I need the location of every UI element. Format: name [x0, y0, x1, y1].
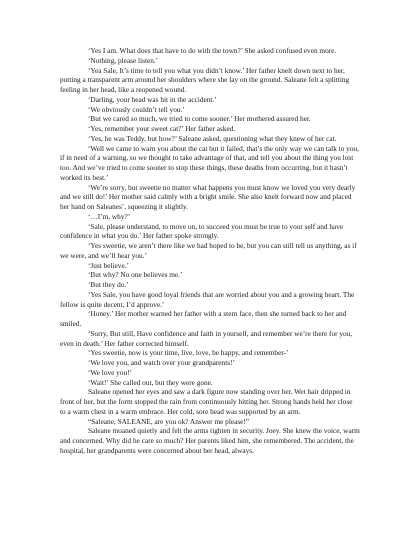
paragraph: ‘Wait!’ She called out, but they were gone. — [88, 377, 213, 387]
paragraph: ‘Yea Sale, It’s time to tell you what you didn’t know.’ Her father knelt down next to her, putting a transparent arm around her shoulders where she lay on the ground. Saleane felt a splitting feeling in her head, like a reopened wound. — [60, 65, 350, 94]
paragraph: ‘Well we came to warn you about the cat but it failed, that’s the only way we can talk to you, if in need of a warning, so we thought to take advantage of that, and tell you about the thing you lost too. And we’ve tried to come sooner to stop these things, these deaths from occurring, but it hasn’t worked its best.’ — [60, 143, 359, 182]
paragraph: ‘But they do.’ — [88, 280, 129, 289]
paragraph: Saleane moaned quietly and felt the arms tighten in security. Joey. She knew the voice, warm and concerned. Why did he care so much? Her parents liked him, she remembered. The accident, the hospital, her grandparents were concerned about her head, always. — [60, 426, 360, 455]
paragraph: ‘Nothing, please listen.’ — [88, 55, 159, 65]
paragraph: ‘Yes sweetie, now is your time, live, love, be happy, and remember-’ — [88, 348, 289, 358]
paragraph: ‘Yes sweetie, we aren’t there like we had hoped to be, but you can still tell us anything, as if we were, and we’ll hear you.’ — [60, 241, 357, 260]
paragraph: ‘We obviously couldn’t tell you.’ — [88, 104, 185, 114]
paragraph: ‘…I’m, why?’ — [88, 211, 131, 221]
paragraph: ‘Yes I am. What does that have to do with the town?’ She asked confused even more. — [88, 46, 337, 55]
paragraph: ‘Sorry, But still, Have confidence and faith in yourself, and remember we’re there for you, even in death.’ Her father corrected himself. — [60, 328, 353, 348]
paragraph: ‘But why? No one believes me.’ — [88, 270, 183, 280]
paragraph: ‘Yes, remember your sweet cat?’ Her father asked. — [88, 124, 236, 133]
paragraph: Saleane opened her eyes and saw a dark figure now standing over her. Wet hair dripped in front of her, but the form stopped the rain from continuously hitting her. Strong hands held her close to a warm chest in a warm embrace. Her cold, sore head was supported by an arm. — [60, 387, 353, 416]
body-text — [60, 46, 360, 456]
paragraph: ‘Yes, he was Teddy, but how?’ Saleane asked, questioning what they knew of her cat. — [88, 133, 337, 143]
paragraph: ‘Darling, your head was hit in the accident.’ — [88, 94, 217, 104]
paragraph: ‘Sale, please understand, to move on, to succeed you must be true to your self and have confidence in what you do.’ Her father spoke strongly. — [60, 221, 344, 241]
paragraph: ‘We love you!’ — [88, 367, 132, 377]
paragraph: “Saleane, SALEANE, are you ok? Answer me please!” — [88, 416, 250, 426]
paragraph: ‘We love you, and watch over your grandparents!’ — [88, 358, 235, 367]
paragraph: ‘Just believe.’ — [88, 260, 129, 270]
paragraph: ‘Yes Sale, you have good loyal friends that are worried about you and a growing heart. The fellow is quite decent, I’d approve.’ — [60, 289, 355, 309]
paragraph: ‘Honey.’ Her mother warned her father with a stern face, then she turned back to her and smiled. — [60, 309, 347, 328]
paragraph: ‘But we cared so much, we tried to come sooner.’ Her mothered assured her. — [88, 114, 311, 124]
paragraph: ‘We’re sorry, but sweetie no matter what happens you must know we loved you very dearly and we still do!’ Her mother said calmly with a bright smile. She also knelt forward now and placed her hand on Saleanes’, squeezing it slightly. — [60, 182, 356, 211]
